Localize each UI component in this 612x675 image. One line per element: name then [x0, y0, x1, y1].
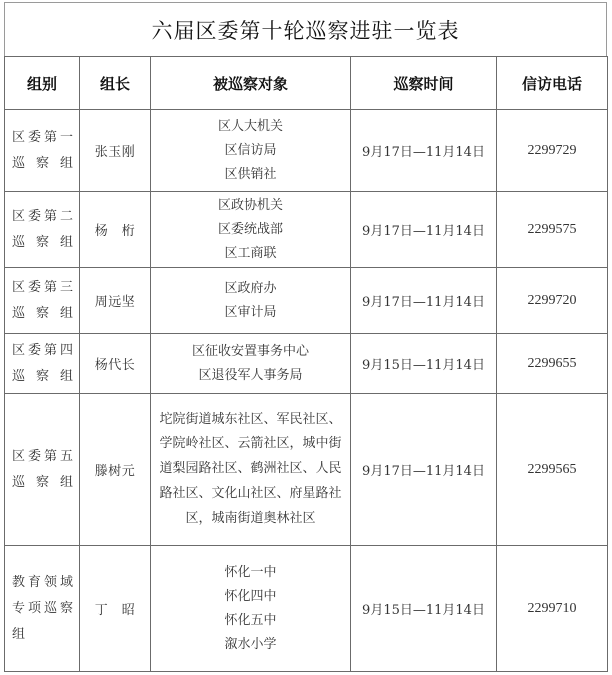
target-item: 怀化四中	[224, 588, 277, 604]
group-line: 巡察组	[12, 368, 73, 384]
phone-cell: 2299729	[497, 110, 608, 192]
group-cell	[5, 546, 80, 672]
table-row	[5, 268, 608, 334]
time-cell: 9月17日—11月14日	[351, 394, 497, 546]
leader-cell: 滕树元	[80, 394, 151, 546]
time-cell: 9月15日—11月14日	[351, 546, 497, 672]
header-group: 组别	[5, 57, 80, 110]
header-leader: 组长	[80, 57, 151, 110]
target-item: 怀化一中	[224, 564, 277, 580]
target-item: 区委统战部	[217, 221, 283, 237]
group-line: 巡察组	[12, 474, 73, 490]
targets-cell	[151, 546, 351, 672]
target-item: 溆水小学	[224, 636, 277, 652]
target-item: 区供销社	[224, 166, 277, 182]
target-item: 区征收安置事务中心	[191, 343, 309, 359]
phone-cell: 2299565	[497, 394, 608, 546]
page-title: 六届区委第十轮巡察进驻一览表	[151, 18, 460, 43]
time-cell: 9月15日—11月14日	[351, 334, 497, 394]
group-cell	[5, 394, 80, 546]
group-line: 教育领域	[12, 574, 73, 590]
group-line: 巡察组	[12, 234, 73, 250]
header-targets: 被巡察对象	[151, 57, 351, 110]
table-row	[5, 110, 608, 192]
inspection-table	[4, 56, 608, 672]
header-time: 巡察时间	[351, 57, 497, 110]
leader-cell: 丁 昭	[80, 546, 151, 672]
phone-cell: 2299720	[497, 268, 608, 334]
group-line: 区委第五	[12, 448, 73, 464]
leader-cell: 张玉刚	[80, 110, 151, 192]
targets-cell	[151, 110, 351, 192]
group-line: 组	[12, 626, 26, 642]
group-cell	[5, 192, 80, 268]
group-line: 巡察组	[12, 155, 73, 171]
leader-cell: 杨 桁	[80, 192, 151, 268]
header-row	[5, 57, 608, 110]
leader-cell: 杨代长	[80, 334, 151, 394]
group-cell	[5, 268, 80, 334]
target-item: 怀化五中	[224, 612, 277, 628]
target-item: 区审计局	[224, 304, 277, 320]
targets-cell	[151, 334, 351, 394]
phone-cell: 2299710	[497, 546, 608, 672]
time-cell: 9月17日—11月14日	[351, 192, 497, 268]
time-cell: 9月17日—11月14日	[351, 110, 497, 192]
group-line: 区委第二	[12, 208, 73, 224]
leader-cell: 周远坚	[80, 268, 151, 334]
table-row	[5, 546, 608, 672]
table-row	[5, 334, 608, 394]
group-line: 巡察组	[12, 305, 73, 321]
target-item: 区工商联	[224, 245, 277, 261]
targets-paragraph-cell: 坨院街道城东社区、军民社区、学院岭社区、云箭社区，城中街道梨园路社区、鹤洲社区、人民路社区、文化山社区、府星路社区，城南街道奥林社区	[151, 394, 351, 546]
table-row	[5, 192, 608, 268]
target-item: 区政协机关	[217, 197, 283, 213]
target-item: 区人大机关	[217, 118, 283, 134]
group-line: 区委第三	[12, 279, 73, 295]
header-phone: 信访电话	[497, 57, 608, 110]
group-cell	[5, 110, 80, 192]
table-row	[5, 394, 608, 546]
targets-cell	[151, 268, 351, 334]
group-cell	[5, 334, 80, 394]
target-item: 区信访局	[224, 142, 277, 158]
group-line: 区委第一	[12, 129, 73, 145]
group-line: 区委第四	[12, 342, 73, 358]
group-line: 专项巡察	[12, 600, 73, 616]
phone-cell: 2299655	[497, 334, 608, 394]
target-item: 区政府办	[224, 280, 277, 296]
title-box	[4, 2, 607, 56]
time-cell: 9月17日—11月14日	[351, 268, 497, 334]
targets-cell	[151, 192, 351, 268]
target-item: 区退役军人事务局	[198, 367, 303, 383]
phone-cell: 2299575	[497, 192, 608, 268]
